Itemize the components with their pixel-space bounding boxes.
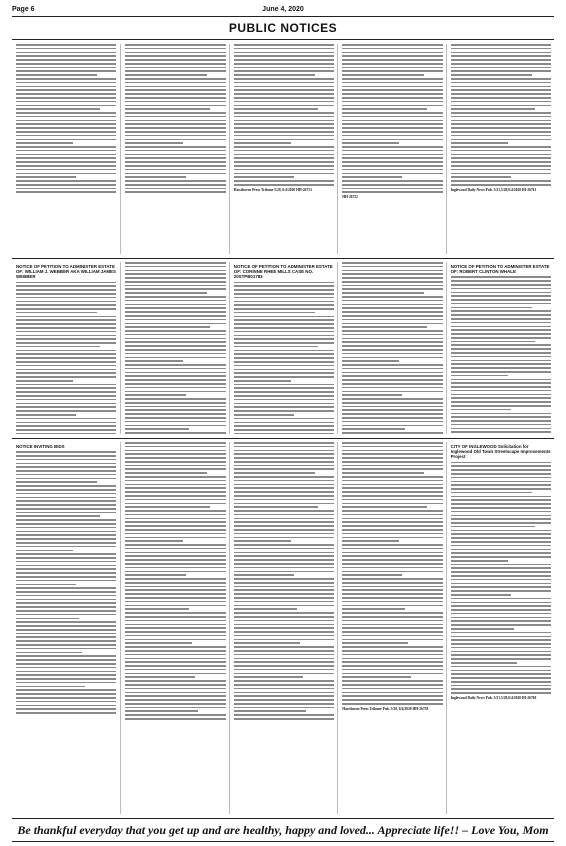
notice-body-text [338, 442, 446, 705]
publication-credit: Inglewood Daily News Pub. 5/21,5/28,6/4/2020 HI-26760 [450, 695, 537, 700]
publication-credit: Inglewood Daily News Pub. 5/21,5/28,6/4/2020 HI-26761 [450, 187, 537, 192]
notice-body-text [12, 282, 120, 434]
notice-heading: CITY OF INGLEWOOD Solicitation for Inglewood Old Town Streetscape Improvements Project [450, 444, 551, 460]
notice-column [120, 442, 229, 814]
notice-body-text [338, 262, 446, 434]
issue-date: June 4, 2020 [262, 6, 304, 13]
notices-row-2 [12, 262, 554, 434]
notice-column [120, 44, 229, 254]
notice-body-text [12, 451, 120, 714]
notice-body-text [121, 262, 229, 434]
notice-column [337, 442, 446, 814]
notices-row-1 [12, 44, 554, 254]
notice-column [12, 442, 120, 814]
section-title: PUBLIC NOTICES [12, 16, 554, 40]
notice-column [337, 262, 446, 434]
notice-body-text [230, 44, 338, 186]
notice-column [229, 442, 338, 814]
footer-tribute: Be thankful everyday that you get up and are healthy, happy and loved... Appreciate life!! – Love You, Mom [12, 818, 554, 842]
notice-body-text [338, 44, 446, 193]
notices-row-3 [12, 442, 554, 814]
notice-body-text [121, 442, 229, 720]
notice-column [229, 44, 338, 254]
notice-body-text [447, 44, 555, 186]
publication-credit: HH-26752 [342, 195, 358, 200]
notice-heading: NOTICE OF PETITION TO ADMINISTER ESTATE OF: WILLIAM J. WEBBER AKA WILLIAM JAMES WEBBER [16, 264, 116, 280]
notice-column [12, 44, 120, 254]
publication-credit: Hawthorne Press Tribune 5/28, 6/4/2020 HH-26753 [233, 187, 312, 192]
notice-column [446, 262, 555, 434]
notice-column [120, 262, 229, 434]
notice-body-text [230, 282, 338, 434]
notice-heading: NOTICE OF PETITION TO ADMINISTER ESTATE OF: ROBERT CLINTON WHALE [450, 264, 550, 275]
row-divider [12, 438, 554, 439]
notice-column [12, 262, 120, 434]
notice-body-text [230, 442, 338, 720]
notice-body-text [447, 276, 555, 434]
notice-heading: NOTICE OF PETITION TO ADMINISTER ESTATE OF: CORINNE RHEE MILLS CASE NO. 20STPB01783 [233, 264, 333, 280]
page-number: Page 6 [12, 6, 35, 13]
row-divider [12, 258, 554, 259]
notice-body-text [447, 462, 555, 694]
notice-heading: NOTICE INVITING BIDS [16, 444, 65, 449]
publication-credit: Hawthorne Press Tribune Pub. 5/28, 6/4/2020 HH-26758 [342, 706, 429, 711]
notice-column [229, 262, 338, 434]
notice-column [446, 44, 555, 254]
notice-body-text [12, 44, 120, 193]
notice-body-text [121, 44, 229, 193]
notice-column [337, 44, 446, 254]
notice-column [446, 442, 555, 814]
